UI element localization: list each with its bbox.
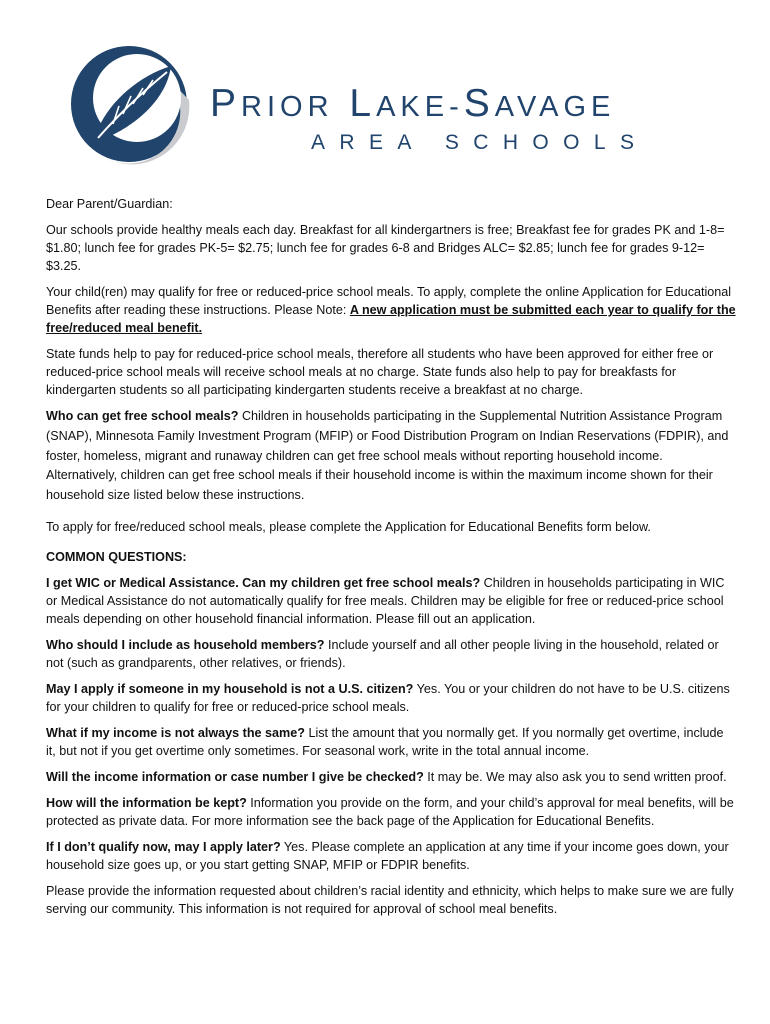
who-qualifies-paragraph: Who can get free school meals? Children in households participating in the Supplemental Nutrition Assistance Program (SNAP), Minnesota Family Investment Program (MFIP) or Food Distribution Program on Indian Reservations (FDPIR), and foster, homeless, migrant and runaway children can get free school meals without reporting household income. Alternatively, children can get free school meals if their household income is within the maximum income shown for their household size listed below these instructions. (46, 409, 729, 503)
faq-item: I get WIC or Medical Assistance. Can my children get free school meals? Children in households participating in WIC or Medical Assistance do not automatically qualify for free meals. Children may be eligible for free or reduced-price school meals depending on other household financial information. Please fill out an application. (46, 575, 725, 626)
meals-paragraph: Our schools provide healthy meals each day. Breakfast for all kindergartners is free; Breakfast fee for grades PK and 1-8= $1.80; lunch fee for grades PK-5= $2.75; lunch fee for grades 6-8 and Bridges ALC= $2.85; lunch fee for grades 9-12= $3.25. (46, 223, 725, 273)
letter-body (46, 195, 736, 926)
faq-item: Who should I include as household members? Include yourself and all other people living in the household, related or not (such as grandparents, other relatives, or friends). (46, 637, 719, 670)
faq-item: Will the income information or case number I give be checked? It may be. We may also ask you to send written proof. (46, 769, 727, 784)
state-funds-paragraph: State funds help to pay for reduced-price school meals, therefore all students who have been approved for either free or reduced-price school meals will receive school meals at no charge. State funds also help to pay for breakfasts for kindergarten students so all participating kindergarten students receive a breakfast at no charge. (46, 347, 714, 397)
common-questions-heading: COMMON QUESTIONS: (46, 549, 187, 564)
salutation: Dear Parent/Guardian: (46, 197, 173, 211)
faq-item: May I apply if someone in my household is not a U.S. citizen? Yes. You or your children do not have to be U.S. citizens for your children to qualify for free or reduced-price school meals. (46, 681, 730, 714)
how-to-apply-paragraph: To apply for free/reduced school meals, please complete the Application for Educational Benefits form below. (46, 519, 651, 534)
faq-item: If I don’t qualify now, may I apply later? Yes. Please complete an application at any time if your income goes down, your household size goes up, or you start getting SNAP, MFIP or FDPIR benefits. (46, 839, 729, 872)
logo-title: PRIOR LAKE-SAVAGE (210, 82, 616, 125)
logo-subtitle: AREA SCHOOLS (311, 131, 649, 154)
faq-item: How will the information be kept? Information you provide on the form, and your child’s approval for meal benefits, will be protected as private data. For more information see the back page of the Application for Educational Benefits. (46, 795, 734, 828)
racial-identity-paragraph: Please provide the information requested about children’s racial identity and ethnicity, which helps to make sure we are fully serving our community. This information is not required for approval of school meal benefits. (46, 883, 734, 916)
leaf-swirl-logo-icon (67, 40, 192, 165)
qualify-paragraph: Your child(ren) may qualify for free or reduced-price school meals. To apply, complete the online Application for Educational Benefits after reading these instructions. Please Note: A new application must be submitted each year to qualify for the free/reduced meal benefit. (46, 285, 736, 335)
faq-item: What if my income is not always the same? List the amount that you normally get. If you normally get overtime, include it, but not if you get overtime only sometimes. For seasonal work, write in the total annual income. (46, 725, 724, 758)
new-application-note: A new application must be submitted each year to qualify for the free/reduced meal benefit. (46, 303, 736, 335)
